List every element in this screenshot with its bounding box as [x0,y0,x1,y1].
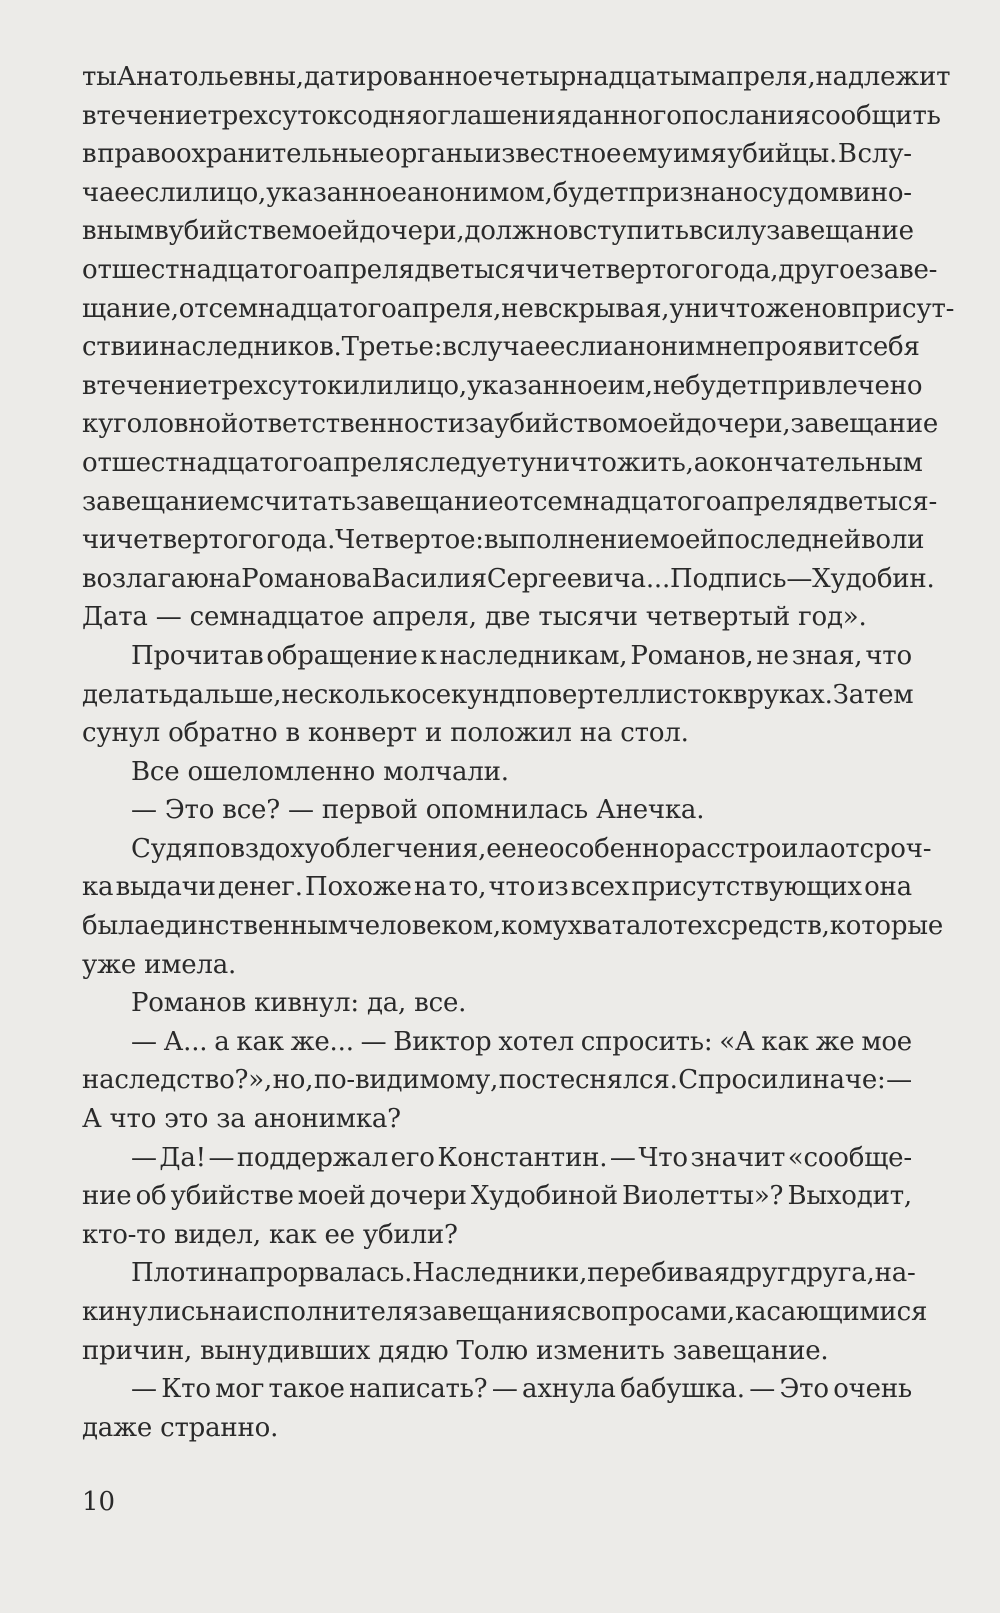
text-line: к уголовной ответственности за убийство моей дочери, завещание [82,409,939,440]
text-line: Плотина прорвалась. Наследники, перебивая друг друга, на- [131,1258,916,1289]
page-number: 10 [82,1487,116,1517]
text-line: сунул обратно в конверт и положил на стол. [82,718,689,749]
text-line: — А... а как же... — Виктор хотел спросить: «А как же мое [131,1026,912,1057]
text-line: Дата — семнадцатое апреля, две тысячи четвертый год». [82,602,867,633]
text-line: от шестнадцатого апреля две тысячи четвертого года, другое заве- [82,254,938,285]
text-line: в течение трех суток или лицо, указанное им, не будет привлечено [82,370,923,401]
text-line: щание, от семнадцатого апреля, не вскрывая, уничтожено в присут- [82,293,955,324]
body-text [82,58,955,1447]
text-line: была единственным человеком, кому хватало тех средств, которые [82,911,944,942]
text-line: от шестнадцатого апреля следует уничтожить, а окончательным [82,447,923,478]
text-line: А что это за анонимка? [82,1104,401,1135]
text-line: чи четвертого года. Четвертое: выполнение моей последней воли [82,525,925,556]
text-line: ка выдачи денег. Похоже на то, что из всех присутствующих она [82,872,912,903]
text-line: наследство?», но, по-видимому, постеснялся. Спросил иначе: — [82,1065,912,1096]
text-line: делать дальше, несколько секунд повертел листок в руках. Затем [82,679,914,710]
text-line: ствии наследников. Третье: в случае если аноним не проявит себя [82,332,920,363]
text-line: возлагаю на Романова Василия Сергеевича... Подпись — Худобин. [82,563,935,594]
text-line: — Кто мог такое написать? — ахнула бабушка. — Это очень [131,1374,912,1405]
text-line: — Это все? — первой опомнилась Анечка. [131,795,705,826]
text-line: причин, вынудивших дядю Толю изменить завещание. [82,1335,829,1366]
text-line: Прочитав обращение к наследникам, Романов, не зная, что [131,640,912,671]
text-line: Судя по вздоху облегчения, ее не особенно расстроила отсроч- [131,833,932,864]
text-line: вным в убийстве моей дочери, должно вступить в силу завещание [82,216,914,247]
text-line: ние об убийстве моей дочери Худобиной Виолетты»? Выходит, [82,1181,912,1212]
text-line: в течение трех суток со дня оглашения данного послания сообщить [82,100,941,131]
text-line: в правоохранительные органы известное ему имя убийцы. В слу- [82,139,912,170]
text-line: завещанием считать завещание от семнадцатого апреля две тыся- [82,486,938,517]
text-line: Все ошеломленно молчали. [131,756,509,787]
text-line: кинулись на исполнителя завещания с вопросами, касающимися [82,1297,928,1327]
text-line: кто-то видел, как ее убили? [82,1219,458,1250]
text-line: даже странно. [82,1412,279,1443]
text-line: ты Анатольевны, датированное четырнадцатым апреля, надлежит [82,62,951,92]
text-line: уже имела. [82,949,237,980]
text-line: чае если лицо, указанное анонимом, будет признано судом вино- [82,177,912,208]
text-line: Романов кивнул: да, все. [131,988,467,1019]
text-line: — Да! — поддержал его Константин. — Что значит «сообще- [131,1142,912,1173]
